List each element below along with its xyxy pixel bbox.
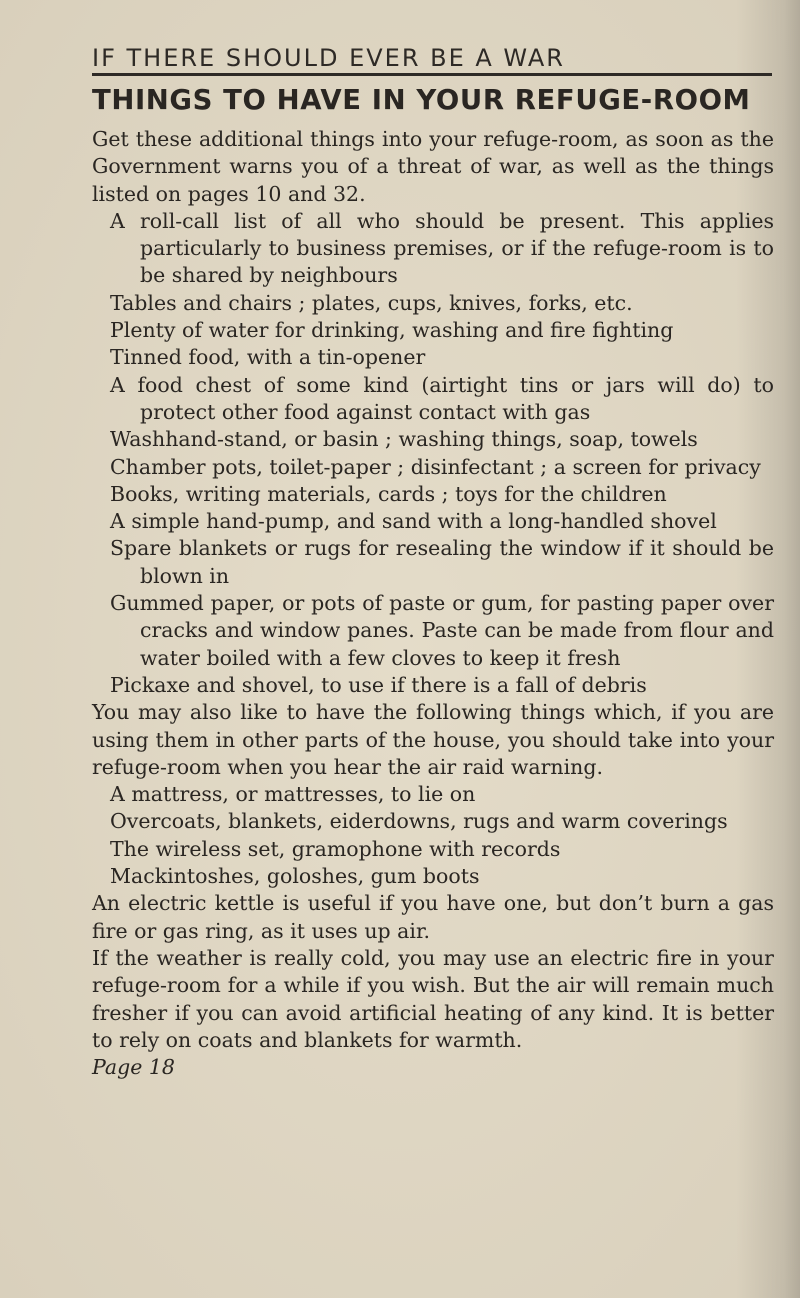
heating-paragraph: If the weather is really cold, you may use an electric fire in your refuge-room for a while if you wish. But the air will remain much fresher if you can avoid artificial heating of any kind. It is better to rely on coats and blankets for warmth. xyxy=(92,945,774,1052)
optional-items-list xyxy=(92,781,774,890)
kettle-paragraph: An electric kettle is useful if you have one, but don’t burn a gas fire or gas ring, as it uses up air. xyxy=(92,891,774,943)
list-item: Mackintoshes, goloshes, gum boots xyxy=(110,864,480,889)
list-item: A mattress, or mattresses, to lie on xyxy=(110,782,476,807)
list-item: Tables and chairs ; plates, cups, knives, forks, etc. xyxy=(110,290,633,315)
header-rule xyxy=(92,73,772,76)
list-item: Tinned food, with a tin-opener xyxy=(110,345,426,370)
list-item: A roll-call list of all who should be present. This applies particularly to business premises, or if the refuge-room is to be shared by neighbours xyxy=(110,208,774,288)
list-item: Overcoats, blankets, eiderdowns, rugs and warm coverings xyxy=(110,809,728,834)
refuge-items-list xyxy=(92,208,774,699)
intro-paragraph: Get these additional things into your refuge-room, as soon as the Government warns you of a threat of war, as well as the things listed on pages 10 and 32. xyxy=(92,127,774,206)
list-item: Plenty of water for drinking, washing and fire fighting xyxy=(110,318,674,343)
running-head: IF THERE SHOULD EVER BE A WAR xyxy=(92,44,565,72)
list-item: Spare blankets or rugs for resealing the window if it should be blown in xyxy=(110,536,774,588)
page-number: Page 18 xyxy=(92,1055,175,1080)
optional-items-paragraph: You may also like to have the following things which, if you are using them in other parts of the house, you should take into your refuge-room when you hear the air raid warning. xyxy=(92,700,774,779)
body-text xyxy=(92,126,774,1081)
list-item: Gummed paper, or pots of paste or gum, for pasting paper over cracks and window panes. Paste can be made from flour and water boiled with a few cloves to keep it fresh xyxy=(110,591,774,670)
list-item: A food chest of some kind (airtight tins or jars will do) to protect other food against contact with gas xyxy=(110,372,774,424)
list-item: A simple hand-pump, and sand with a long-handled shovel xyxy=(110,509,717,534)
page-title: THINGS TO HAVE IN YOUR REFUGE-ROOM xyxy=(92,84,751,116)
list-item: The wireless set, gramophone with records xyxy=(110,836,561,861)
list-item: Chamber pots, toilet-paper ; disinfectant ; a screen for privacy xyxy=(110,454,761,479)
list-item: Washhand-stand, or basin ; washing things, soap, towels xyxy=(110,427,698,452)
list-item: Books, writing materials, cards ; toys for the children xyxy=(110,481,667,506)
list-item: Pickaxe and shovel, to use if there is a fall of debris xyxy=(110,672,647,697)
